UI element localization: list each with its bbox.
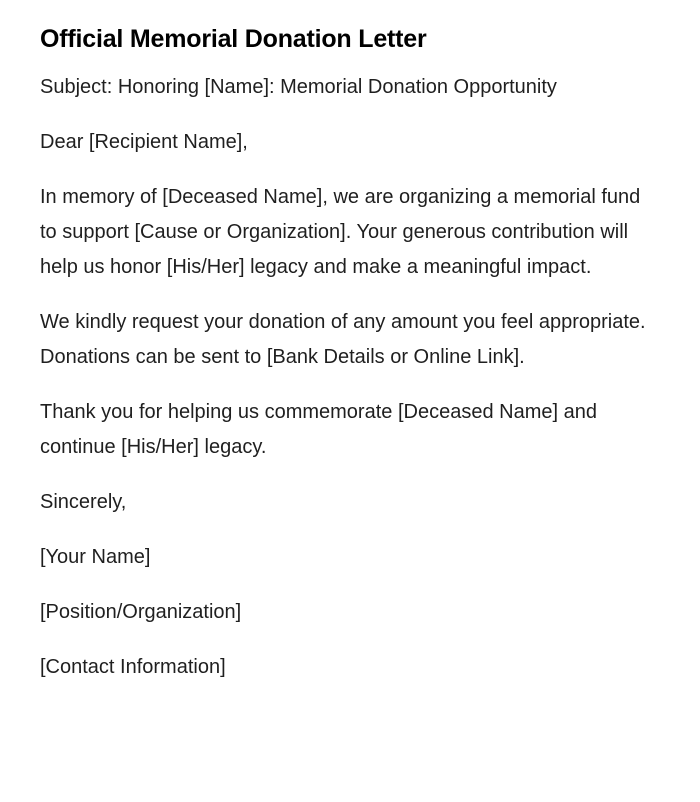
letter-title: Official Memorial Donation Letter [40,25,427,53]
body-paragraph-thank-you: Thank you for helping us commemorate [Deceased Name] and continue [His/Her] legacy. [40,401,597,458]
closing-line: Sincerely, [40,491,127,513]
body-paragraph-memorial-fund: In memory of [Deceased Name], we are organizing a memorial fund to support [Cause or Organization]. Your generous contribution will help us honor [His/Her] legacy and make a meaningful impact. [40,186,641,278]
signature-name-placeholder: [Your Name] [40,546,151,568]
signature-position-placeholder: [Position/Organization] [40,601,242,623]
subject-line: Subject: Honoring [Name]: Memorial Donation Opportunity [40,76,557,98]
salutation-line: Dear [Recipient Name], [40,131,248,153]
signature-contact-placeholder: [Contact Information] [40,656,226,678]
body-paragraph-donation-request: We kindly request your donation of any amount you feel appropriate. Donations can be sent to [Bank Details or Online Link]. [40,311,646,368]
